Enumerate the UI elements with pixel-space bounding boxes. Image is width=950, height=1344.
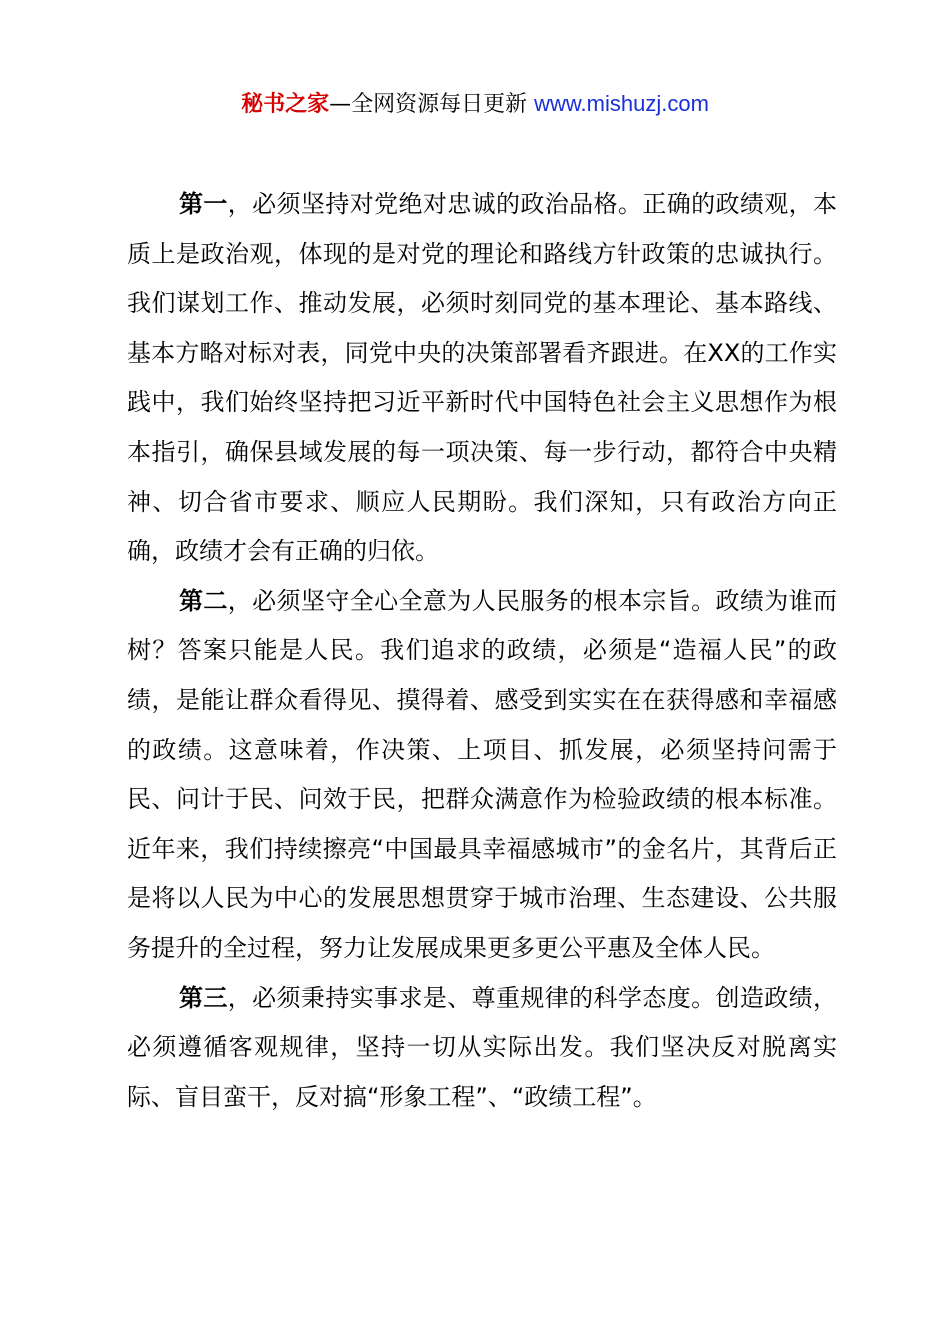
page-header (0, 88, 950, 121)
paragraph-lead: 第三 (179, 983, 228, 1012)
paragraph-text: ，必须坚守全心全意为人民服务的根本宗旨。政绩为谁而树？答案只能是人民。我们追求的政绩，必须是“造福人民”的政绩，是能让群众看得见、摸得着、感受到实实在在获得感和幸福感的政绩。这意味着，作决策、上项目、抓发展，必须坚持问需于民、问计于民、问效于民，把群众满意作为检验政绩的根本标准。近年来，我们持续擦亮“中国最具幸福感城市”的金名片，其背后正是将以人民为中心的发展思想贯穿于城市治理、生态建设、公共服务提升的全过程，努力让发展成果更多更公平惠及全体人民。 (127, 586, 838, 962)
document-body (127, 180, 837, 1122)
site-url-link[interactable]: www.mishuzj.com (534, 91, 709, 116)
paragraph-third (127, 974, 837, 1123)
paragraph-text: ，必须秉持实事求是、尊重规律的科学态度。创造政绩，必须遵循客观规律，坚持一切从实际出发。我们坚决反对脱离实际、盲目蛮干，反对搞“形象工程”、“政绩工程”。 (127, 983, 838, 1111)
paragraph-lead: 第二 (179, 586, 228, 615)
paragraph-text: ，必须坚持对党绝对忠诚的政治品格。正确的政绩观，本质上是政治观，体现的是对党的理论和路线方针政策的忠诚执行。我们谋划工作、推动发展，必须时刻同党的基本理论、基本路线、基本方略对标对表，同党中央的决策部署看齐跟进。在XX的工作实践中，我们始终坚持把习近平新时代中国特色社会主义思想作为根本指引，确保县域发展的每一项决策、每一步行动，都符合中央精神、切合省市要求、顺应人民期盼。我们深知，只有政治方向正确，政绩才会有正确的归依。 (127, 190, 838, 566)
paragraph-lead: 第一 (179, 190, 228, 218)
paragraph-first (127, 180, 837, 577)
site-tagline: —全网资源每日更新 (329, 92, 535, 117)
site-brand: 秘书之家 (241, 92, 330, 117)
paragraph-second (127, 577, 837, 974)
